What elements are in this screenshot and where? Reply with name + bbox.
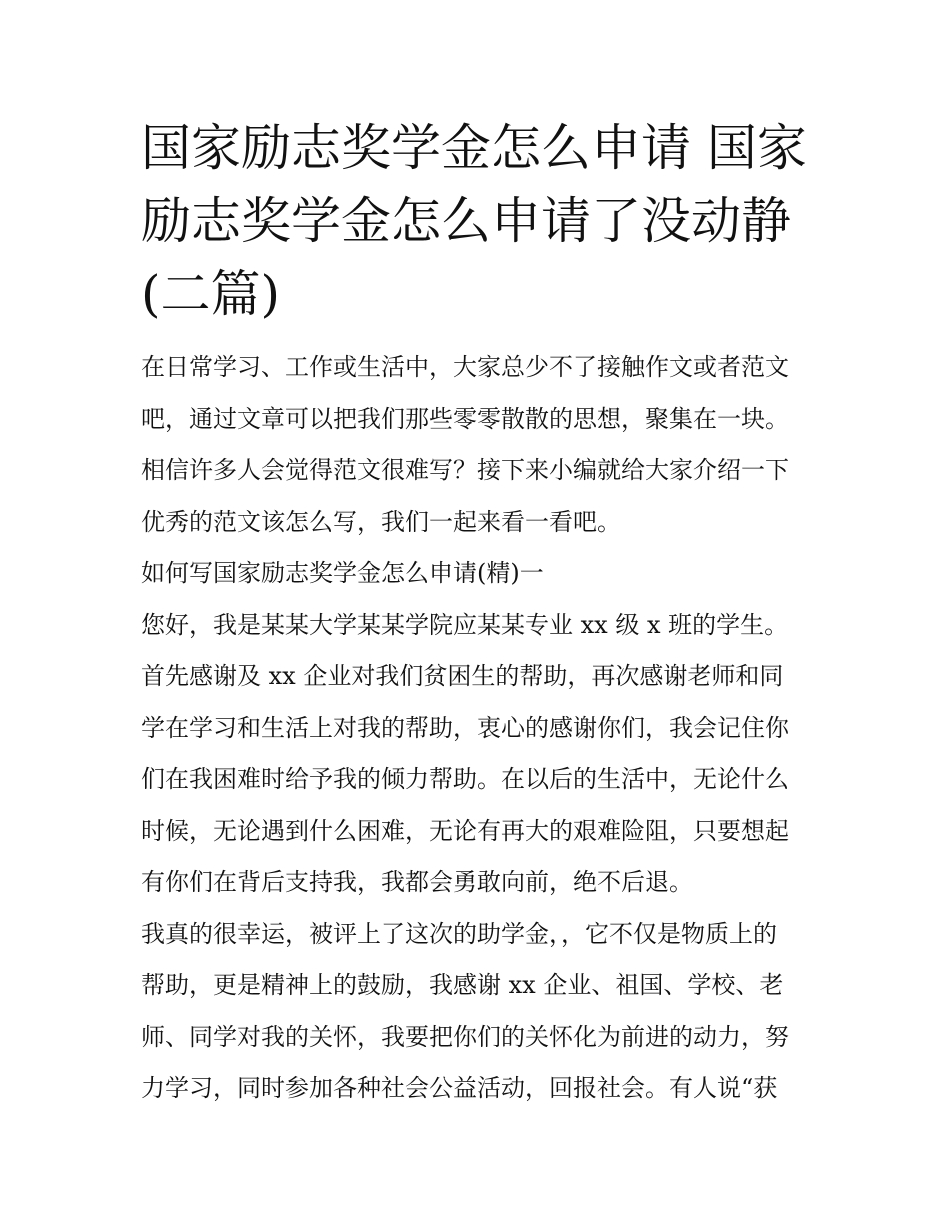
document-page (141, 112, 813, 1115)
title-line: (二篇) (141, 265, 281, 323)
intro-line: 在日常学习、工作或生活中，大家总少不了接触作文或者范文 (141, 353, 789, 381)
paragraph-line: 力学习，同时参加各种社会公益活动，回报社会。有人说“获 (141, 1074, 778, 1102)
title-line: 国家励志奖学金怎么申请 国家 (141, 119, 807, 177)
paragraph-line: 您好，我是某某大学某某学院应某某专业 xx 级 x 班的学生。 (141, 610, 789, 639)
paragraph-line: 首先感谢及 xx 企业对我们贫困生的帮助，再次感谢老师和同 (141, 662, 784, 690)
paragraph-line: 师、同学对我的关怀，我要把你们的关怀化为前进的动力，努 (141, 1022, 789, 1051)
document-title (141, 112, 813, 331)
intro-line: 吧，通过文章可以把我们那些零零散散的思想，聚集在一块。 (141, 404, 789, 433)
paragraph-line: 有你们在背后支持我，我都会勇敢向前，绝不后退。 (141, 868, 693, 896)
paragraph-line: 们在我困难时给予我的倾力帮助。在以后的生活中，无论什么 (141, 765, 789, 793)
document-body (141, 342, 813, 1115)
paragraph-line: 学在学习和生活上对我的帮助，衷心的感谢你们，我会记住你 (141, 713, 789, 742)
title-line: 励志奖学金怎么申请了没动静 (141, 192, 791, 250)
intro-line: 优秀的范文该怎么写，我们一起来看一看吧。 (141, 507, 621, 536)
paragraph-line: 我真的很幸运，被评上了这次的助学金，，它不仅是物质上的 (141, 919, 777, 948)
paragraph-line: 时候，无论遇到什么困难，无论有再大的艰难险阻，只要想起 (141, 816, 789, 845)
section-heading: 如何写国家励志奖学金怎么申请(精)一 (141, 559, 544, 587)
intro-line: 相信许多人会觉得范文很难写？接下来小编就给大家介绍一下 (141, 456, 789, 484)
paragraph-line: 帮助，更是精神上的鼓励，我感谢 xx 企业、祖国、学校、老 (141, 971, 784, 999)
